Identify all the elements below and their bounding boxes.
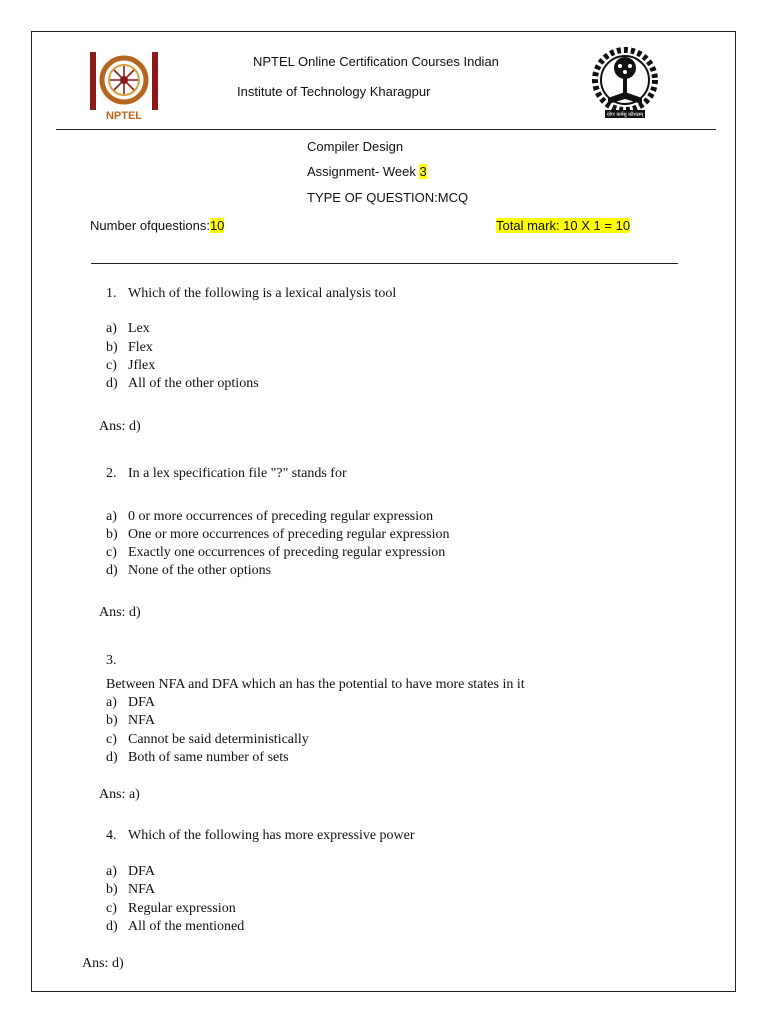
question-3-number: 3. [106,653,117,668]
iit-kharagpur-logo [590,44,660,122]
q3-answer: Ans: a) [99,787,140,802]
course-title: Compiler Design [307,139,404,154]
q3-option-b: b) NFA [106,713,155,728]
q1-option-a: a) Lex [106,321,150,336]
q1-option-b: b) Flex [106,340,153,355]
header-title-line1: NPTEL Online Certification Courses Indian [253,54,499,69]
q2-option-c: c) Exactly one occurrences of preceding regular expression [106,545,446,560]
header-divider [56,129,716,130]
svg-text:NPTEL: NPTEL [105,110,143,122]
q2-answer: Ans: d) [99,605,141,620]
q3-option-c: c) Cannot be said deterministically [106,732,309,747]
q4-option-a: a) DFA [106,864,155,879]
q1-option-d: d) All of the other options [106,376,259,391]
q4-option-d: d) All of the mentioned [106,919,245,934]
question-4: 4. Which of the following has more expressive power [106,828,415,843]
q4-option-b: b) NFA [106,882,155,897]
meta-divider [91,263,678,264]
q2-option-a: a) 0 or more occurrences of preceding regular expression [106,509,434,524]
questions-count: 10 [209,218,225,233]
q1-option-c: c) Jflex [106,358,156,373]
q4-answer: Ans: d) [82,956,124,971]
q2-option-d: d) None of the other options [106,563,272,578]
header-title-line2: Institute of Technology Kharagpur [237,84,431,99]
question-type: TYPE OF QUESTION:MCQ [307,190,469,205]
total-mark: Total mark: 10 X 1 = 10 [496,218,631,233]
q3-option-d: d) Both of same number of sets [106,750,289,765]
q1-answer: Ans: d) [99,419,141,434]
q2-option-b: b) One or more occurrences of preceding regular expression [106,527,450,542]
week-number: 3 [419,164,427,179]
svg-text:योगः कर्मसु कौशलम्: योगः कर्मसु कौशलम् [606,112,644,118]
number-of-questions: Number ofquestions:10 [90,218,225,233]
question-2: 2. In a lex specification file "?" stands for [106,466,347,481]
question-1: 1. Which of the following is a lexical analysis tool [106,286,397,301]
q4-option-c: c) Regular expression [106,901,236,916]
question-3: Between NFA and DFA which an has the potential to have more states in it [106,677,525,692]
nptel-logo [90,50,158,122]
assignment-week: Assignment- Week 3 [307,164,427,179]
q3-option-a: a) DFA [106,695,155,710]
